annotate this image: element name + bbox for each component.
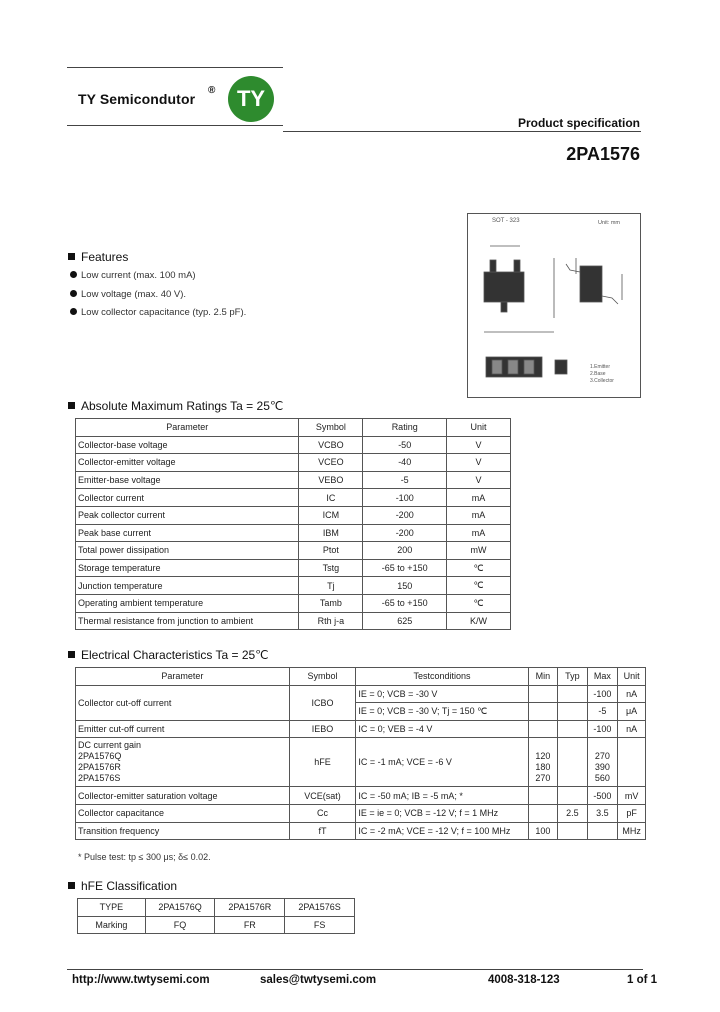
cell-param: Peak collector current <box>76 506 299 524</box>
pulse-test-note: * Pulse test: tp ≤ 300 μs; δ≤ 0.02. <box>78 852 211 862</box>
cell-rating: 200 <box>363 542 447 560</box>
cell-min <box>528 738 558 787</box>
cell-param: Peak base current <box>76 524 299 542</box>
cell-param: Total power dissipation <box>76 542 299 560</box>
cell-max: 3.5 <box>587 804 618 822</box>
col-typ: Typ <box>558 668 587 686</box>
cell-param <box>76 738 290 787</box>
table-row <box>76 506 511 524</box>
col-rating: Rating <box>363 419 447 437</box>
cell-symbol: IBM <box>299 524 363 542</box>
col-parameter: Parameter <box>76 419 299 437</box>
cell-min <box>528 685 558 703</box>
pin-3-label: 3.Collector <box>590 378 614 384</box>
footer-url[interactable]: http://www.twtysemi.com <box>72 974 210 986</box>
cell-symbol: hFE <box>289 738 356 787</box>
pin-1-label: 1.Emitter <box>590 364 611 370</box>
cell-symbol: Tamb <box>299 594 363 612</box>
table-row <box>76 738 646 787</box>
cell-typ <box>558 822 587 840</box>
cell-typ: 2.5 <box>558 804 587 822</box>
col-unit: Unit <box>447 419 511 437</box>
cell-param: Thermal resistance from junction to ambient <box>76 612 299 630</box>
table-row <box>76 559 511 577</box>
cell-unit: V <box>447 436 511 454</box>
cell-unit: mV <box>618 787 646 805</box>
hfe-min-value: 120 <box>535 751 551 762</box>
cell-cond: IE = ie = 0; VCB = -12 V; f = 1 MHz <box>356 804 528 822</box>
cell-typ <box>558 738 587 787</box>
col-symbol: Symbol <box>299 419 363 437</box>
cell-type-r: 2PA1576R <box>215 899 285 917</box>
cell-max: -100 <box>587 720 618 738</box>
cell-param: Operating ambient temperature <box>76 594 299 612</box>
cell-max: -500 <box>587 787 618 805</box>
cell-max: -5 <box>587 703 618 721</box>
cell-min <box>528 787 558 805</box>
cell-marking-s: FS <box>285 916 355 934</box>
table-row <box>76 489 511 507</box>
table-row <box>76 542 511 560</box>
package-pin-list <box>590 364 614 385</box>
header-rule-right <box>283 131 641 132</box>
cell-cond: IE = 0; VCB = -30 V <box>356 685 528 703</box>
cell-typ <box>558 685 587 703</box>
cell-unit: mA <box>447 489 511 507</box>
cell-rating: -65 to +150 <box>363 594 447 612</box>
cell-param: Collector-emitter saturation voltage <box>76 787 290 805</box>
cell-max <box>587 822 618 840</box>
cell-symbol: Tstg <box>299 559 363 577</box>
footer-phone: 4008-318-123 <box>488 974 560 986</box>
hfe-max-value: 560 <box>594 773 610 784</box>
feature-item: Low collector capacitance (typ. 2.5 pF). <box>70 307 246 318</box>
cell-param: Emitter-base voltage <box>76 471 299 489</box>
cell-unit: mW <box>447 542 511 560</box>
cell-unit: μA <box>618 703 646 721</box>
cell-unit: ℃ <box>447 577 511 595</box>
cell-unit: mA <box>447 524 511 542</box>
table-row <box>78 916 355 934</box>
abs-max-table <box>75 418 511 630</box>
col-symbol: Symbol <box>289 668 356 686</box>
col-parameter: Parameter <box>76 668 290 686</box>
cell-rating: -200 <box>363 506 447 524</box>
table-header-row <box>76 419 511 437</box>
feature-item: Low current (max. 100 mA) <box>70 270 196 281</box>
table-row <box>76 787 646 805</box>
hfe-param-line: 2PA1576S <box>78 773 121 784</box>
product-spec-label: Product specification <box>517 116 640 130</box>
cell-rating: -50 <box>363 436 447 454</box>
cell-param: Collector-base voltage <box>76 436 299 454</box>
hfe-class-table <box>77 898 355 934</box>
table-row <box>76 685 646 703</box>
ty-logo: TY <box>228 76 274 122</box>
cell-param: Transition frequency <box>76 822 290 840</box>
package-outline-graphic <box>468 214 640 397</box>
hfe-param-line: DC current gain <box>78 740 142 751</box>
table-row <box>76 436 511 454</box>
cell-symbol: IEBO <box>289 720 356 738</box>
elec-heading: Electrical Characteristics Ta = 25℃ <box>68 648 269 662</box>
cell-unit <box>618 738 646 787</box>
abs-max-heading: Absolute Maximum Ratings Ta = 25℃ <box>68 399 283 413</box>
cell-unit: ℃ <box>447 559 511 577</box>
cell-symbol: VCE(sat) <box>289 787 356 805</box>
table-header-row <box>78 899 355 917</box>
table-row <box>76 804 646 822</box>
cell-symbol: ICM <box>299 506 363 524</box>
cell-param: Emitter cut-off current <box>76 720 290 738</box>
cell-unit: nA <box>618 685 646 703</box>
cell-unit: pF <box>618 804 646 822</box>
cell-typ <box>558 787 587 805</box>
cell-max: -100 <box>587 685 618 703</box>
cell-symbol: ICBO <box>289 685 356 720</box>
cell-min <box>528 720 558 738</box>
table-row <box>76 471 511 489</box>
table-row <box>76 612 511 630</box>
cell-rating: -200 <box>363 524 447 542</box>
package-body-side <box>580 266 602 302</box>
table-row <box>76 720 646 738</box>
table-row <box>76 454 511 472</box>
package-name: SOT - 323 <box>492 218 520 224</box>
header-rule-top <box>67 67 283 68</box>
cell-cond: IC = -2 mA; VCE = -12 V; f = 100 MHz <box>356 822 528 840</box>
cell-rating: -40 <box>363 454 447 472</box>
cell-symbol: Tj <box>299 577 363 595</box>
cell-unit: V <box>447 471 511 489</box>
cell-symbol: VCEO <box>299 454 363 472</box>
cell-unit: nA <box>618 720 646 738</box>
cell-unit: V <box>447 454 511 472</box>
package-body-top <box>484 272 524 302</box>
cell-rating: 150 <box>363 577 447 595</box>
table-header-row <box>76 668 646 686</box>
brand-name: TY Semicondutor <box>78 91 196 107</box>
part-number-title: 2PA1576 <box>566 144 640 164</box>
cell-rating: 625 <box>363 612 447 630</box>
cell-type-header: TYPE <box>78 899 146 917</box>
cell-param: Collector cut-off current <box>76 685 290 720</box>
table-row <box>76 822 646 840</box>
cell-cond: IC = -50 mA; IB = -5 mA; * <box>356 787 528 805</box>
cell-unit: ℃ <box>447 594 511 612</box>
hfe-max-value: 390 <box>594 762 610 773</box>
hfe-min-value: 180 <box>535 762 551 773</box>
package-drawing <box>467 213 641 398</box>
feature-item: Low voltage (max. 40 V). <box>70 289 186 300</box>
cell-marking-q: FQ <box>145 916 215 934</box>
col-min: Min <box>528 668 558 686</box>
hfe-param-line: 2PA1576R <box>78 762 121 773</box>
cell-symbol: Ptot <box>299 542 363 560</box>
elec-table <box>75 667 646 840</box>
cell-marking-label: Marking <box>78 916 146 934</box>
registered-mark: ® <box>208 85 216 96</box>
header-rule-left <box>67 125 283 126</box>
cell-cond: IC = 0; VEB = -4 V <box>356 720 528 738</box>
table-row <box>76 594 511 612</box>
cell-min <box>528 804 558 822</box>
cell-marking-r: FR <box>215 916 285 934</box>
cell-min <box>528 703 558 721</box>
cell-symbol: VEBO <box>299 471 363 489</box>
cell-unit: mA <box>447 506 511 524</box>
cell-param: Storage temperature <box>76 559 299 577</box>
footer-email[interactable]: sales@twtysemi.com <box>260 974 377 986</box>
cell-symbol: Cc <box>289 804 356 822</box>
col-testconditions: Testconditions <box>356 668 528 686</box>
cell-param: Collector current <box>76 489 299 507</box>
hfe-class-heading: hFE Classification <box>68 879 177 893</box>
cell-min: 100 <box>528 822 558 840</box>
cell-unit: K/W <box>447 612 511 630</box>
cell-rating: -65 to +150 <box>363 559 447 577</box>
cell-rating: -5 <box>363 471 447 489</box>
cell-unit: MHz <box>618 822 646 840</box>
cell-type-s: 2PA1576S <box>285 899 355 917</box>
cell-max <box>587 738 618 787</box>
table-row <box>76 524 511 542</box>
cell-typ <box>558 720 587 738</box>
hfe-max-value: 270 <box>594 751 610 762</box>
hfe-min-value: 270 <box>535 773 551 784</box>
col-max: Max <box>587 668 618 686</box>
features-heading: Features <box>68 250 128 264</box>
col-unit: Unit <box>618 668 646 686</box>
hfe-param-line: 2PA1576Q <box>78 751 122 762</box>
cell-cond: IE = 0; VCB = -30 V; Tj = 150 ℃ <box>356 703 528 721</box>
cell-rating: -100 <box>363 489 447 507</box>
cell-type-q: 2PA1576Q <box>145 899 215 917</box>
cell-param: Junction temperature <box>76 577 299 595</box>
pin-2-label: 2.Base <box>590 371 606 377</box>
table-row <box>76 577 511 595</box>
cell-symbol: Rth j-a <box>299 612 363 630</box>
cell-typ <box>558 703 587 721</box>
cell-symbol: fT <box>289 822 356 840</box>
cell-symbol: IC <box>299 489 363 507</box>
footer-page-number: 1 of 1 <box>627 974 658 986</box>
cell-cond: IC = -1 mA; VCE = -6 V <box>356 738 528 787</box>
footer-rule <box>67 969 643 970</box>
package-unit: Unit: mm <box>598 220 620 226</box>
cell-param: Collector capacitance <box>76 804 290 822</box>
cell-param: Collector-emitter voltage <box>76 454 299 472</box>
abs-max-body <box>76 436 511 630</box>
cell-symbol: VCBO <box>299 436 363 454</box>
